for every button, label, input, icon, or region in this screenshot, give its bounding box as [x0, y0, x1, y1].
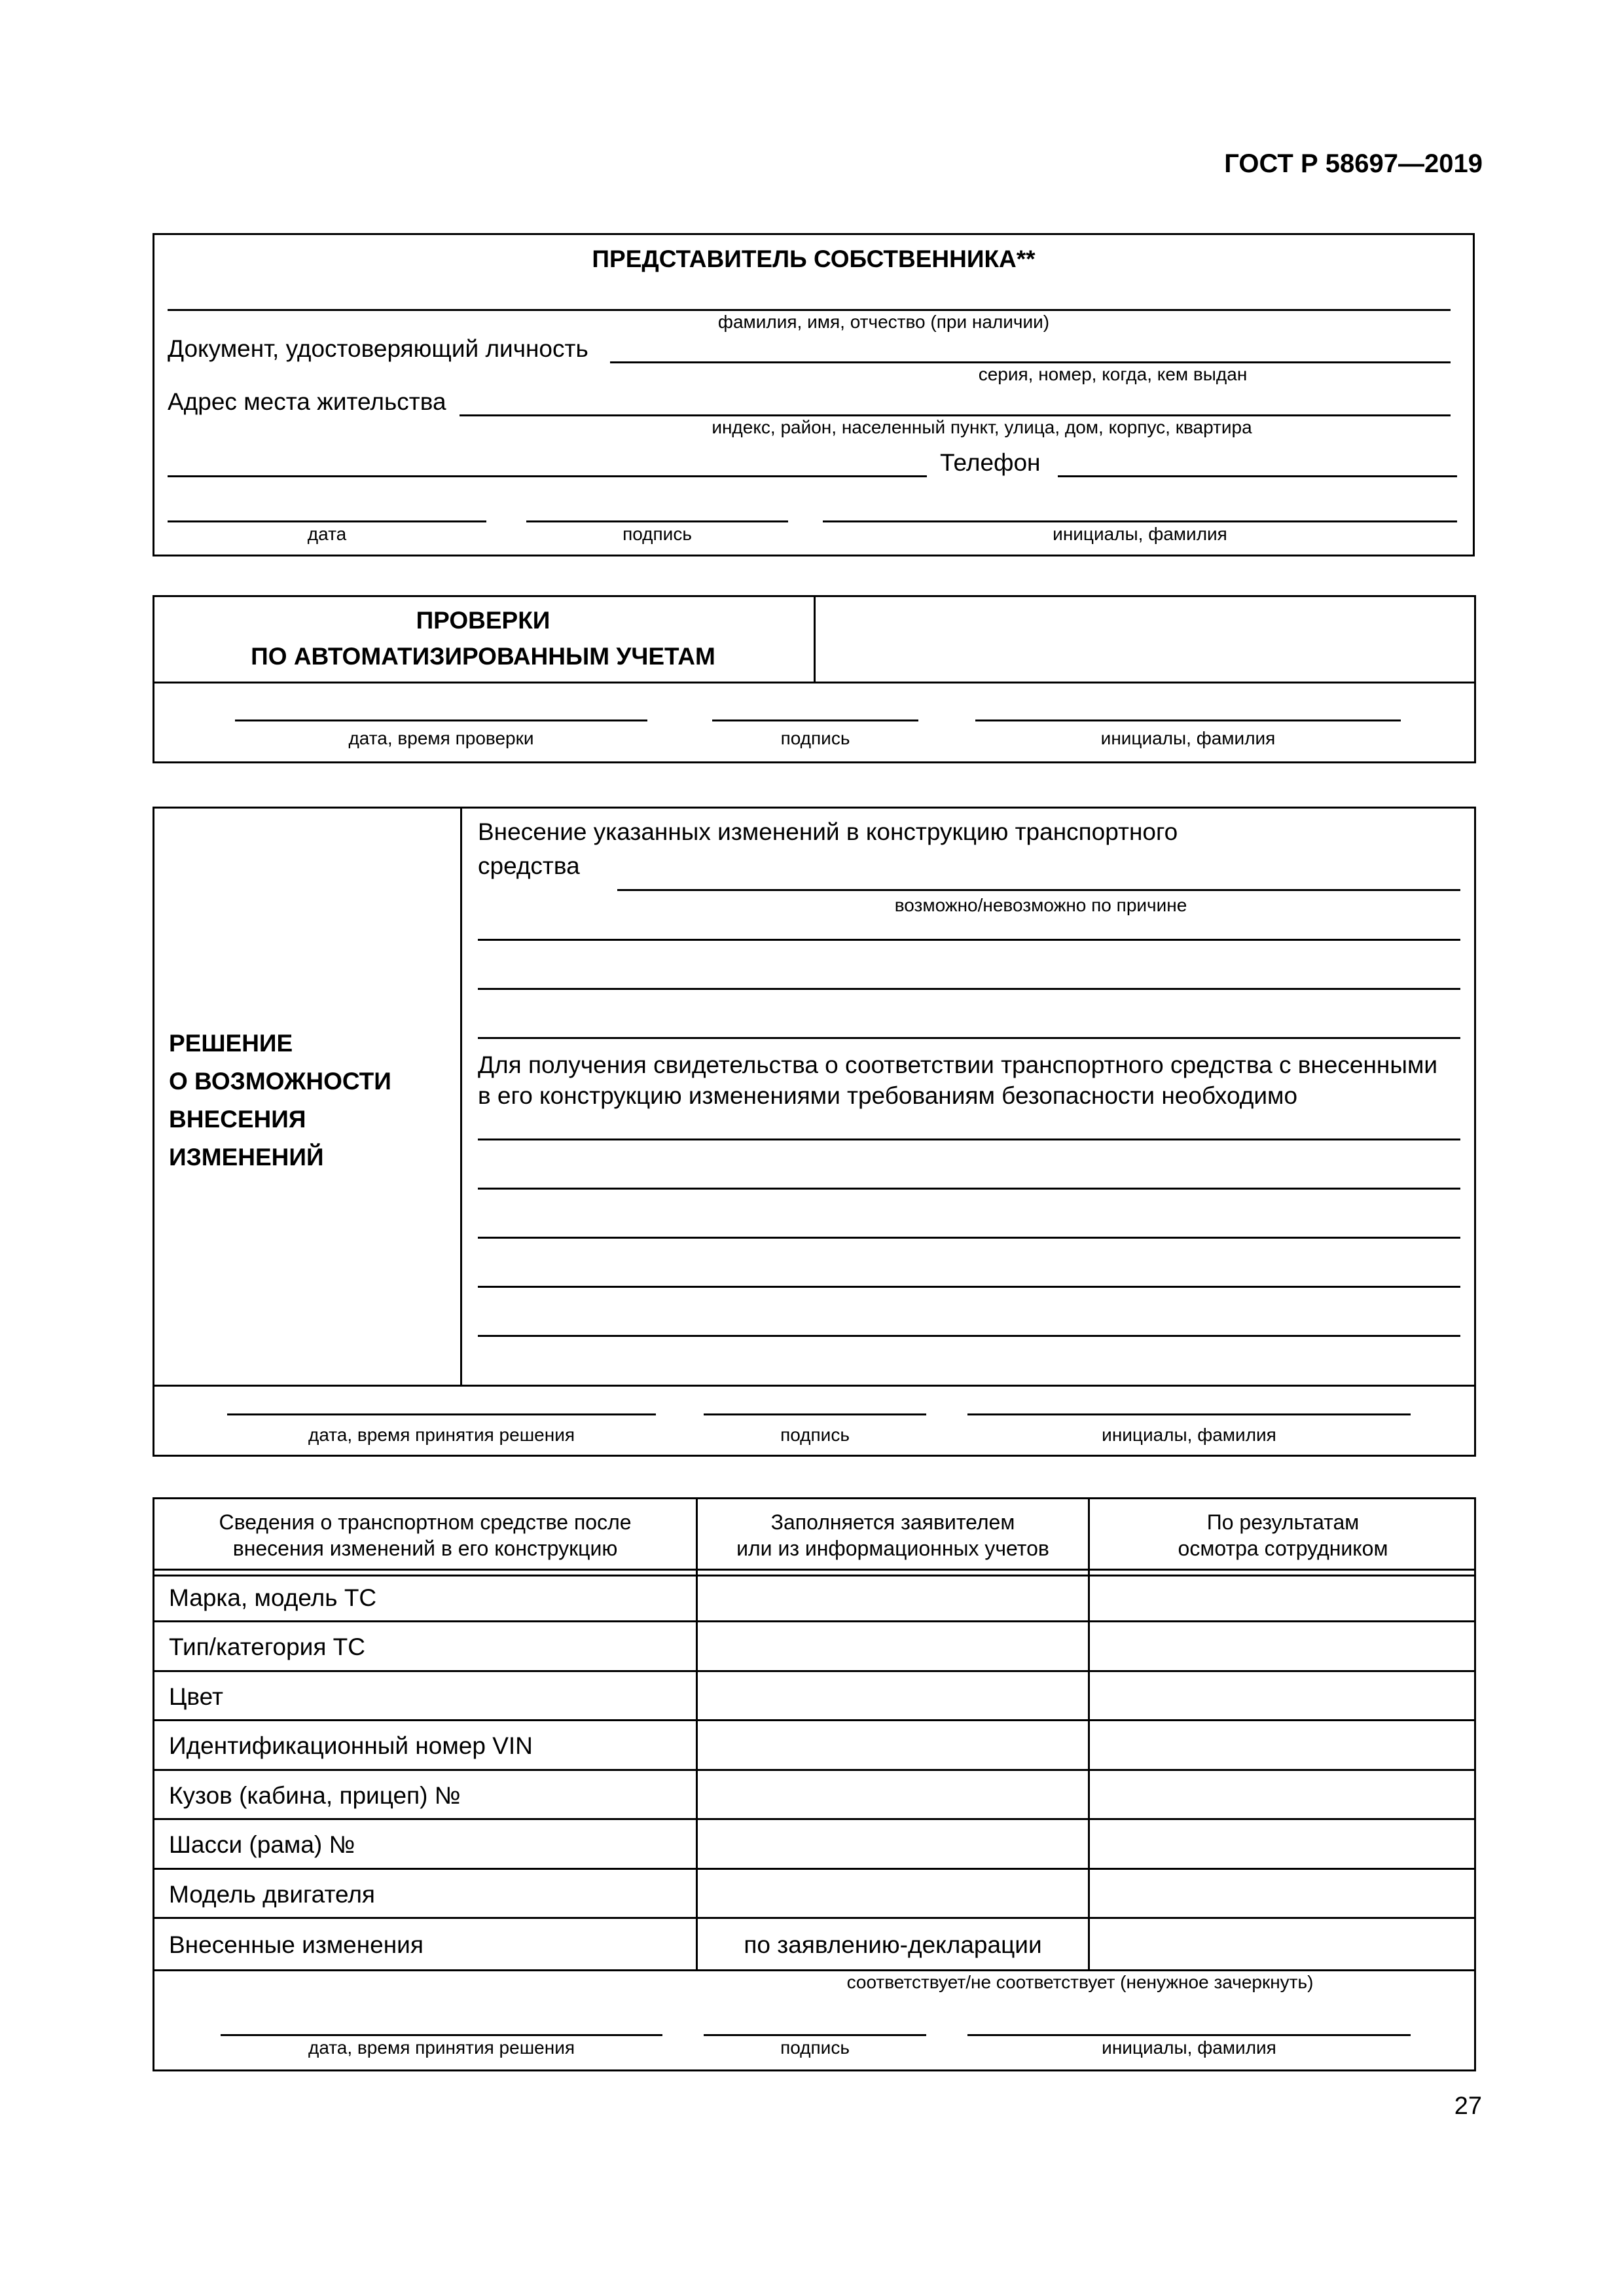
- table-row-rule: [153, 1769, 1476, 1771]
- applicant-cell: по заявлению-декларации: [744, 1931, 1042, 1958]
- requirements-write-line[interactable]: [478, 1188, 1460, 1190]
- decision-text1-line2: средства: [478, 852, 580, 879]
- decision-label-line: О ВОЗМОЖНОСТИ: [169, 1068, 391, 1095]
- representative-title: ПРЕДСТАВИТЕЛЬ СОБСТВЕННИКА**: [592, 246, 1036, 272]
- rep-signature-line[interactable]: [526, 520, 788, 522]
- decision-name-hint: инициалы, фамилия: [1102, 1425, 1276, 1445]
- decision-text1-line1: Внесение указанных изменений в конструкцию транспортного: [478, 818, 1178, 845]
- conformity-hint: соответствует/не соответствует (ненужное зачеркнуть): [846, 1972, 1314, 1992]
- table-row-label: Кузов (кабина, прицеп) №: [169, 1782, 461, 1809]
- table-row-label: Марка, модель ТС: [169, 1584, 377, 1611]
- checks-name-hint: инициалы, фамилия: [1100, 728, 1276, 748]
- decision-text2-line2: в его конструкцию изменениями требованиям безопасности необходимо: [478, 1082, 1298, 1109]
- rep-date-line[interactable]: [168, 520, 486, 522]
- decision-write-line[interactable]: [478, 1037, 1460, 1039]
- checks-name-line[interactable]: [975, 720, 1401, 721]
- decision-label-line: ИЗМЕНЕНИЙ: [169, 1144, 324, 1171]
- rep-name-line[interactable]: [823, 520, 1457, 522]
- rep-name-hint: инициалы, фамилия: [1053, 524, 1227, 544]
- decision-signature-hint: подпись: [780, 1425, 850, 1445]
- decision-text2-line1: Для получения свидетельства о соответствии транспортного средства с внесенными: [478, 1051, 1438, 1078]
- header-line: внесения изменений в его конструкцию: [232, 1537, 618, 1560]
- header-line: или из информационных учетов: [736, 1537, 1049, 1560]
- document-code: ГОСТ Р 58697—2019: [1224, 149, 1483, 178]
- decision-name-line[interactable]: [967, 1413, 1411, 1415]
- decision-text2: [478, 1049, 1466, 1111]
- table-name-line[interactable]: [967, 2034, 1411, 2036]
- checks-title-line1: ПРОВЕРКИ: [416, 607, 550, 634]
- extra-field-line[interactable]: [168, 475, 927, 477]
- address-label: Адрес места жительства: [168, 388, 446, 415]
- header-line: Заполняется заявителем: [770, 1510, 1015, 1534]
- checks-signature-hint: подпись: [780, 728, 850, 748]
- address-hint: индекс, район, населенный пункт, улица, дом, корпус, квартира: [712, 417, 1252, 437]
- header-line: По результатам: [1206, 1510, 1360, 1534]
- checks-signature-line[interactable]: [712, 720, 918, 721]
- id-document-hint: серия, номер, когда, кем выдан: [978, 364, 1248, 384]
- decision-label-line: ВНЕСЕНИЯ: [169, 1106, 306, 1133]
- table-row-label: Модель двигателя: [169, 1881, 375, 1908]
- decision-body-bottom: [153, 1385, 1476, 1387]
- requirements-write-line[interactable]: [478, 1139, 1460, 1140]
- table-header-rule: [153, 1575, 1476, 1576]
- table-row-rule: [153, 1818, 1476, 1820]
- table-header-inspector: [1090, 1509, 1476, 1561]
- decision-write-line[interactable]: [478, 939, 1460, 941]
- name-field-line[interactable]: [168, 309, 1451, 311]
- table-name-hint: инициалы, фамилия: [1102, 2037, 1276, 2058]
- requirements-write-line[interactable]: [478, 1286, 1460, 1288]
- table-header-rule: [153, 1569, 1476, 1571]
- decision-divider: [460, 807, 462, 1386]
- decision-signature-line[interactable]: [704, 1413, 926, 1415]
- table-row-label: Шасси (рама) №: [169, 1831, 355, 1858]
- table-signature-line[interactable]: [704, 2034, 926, 2036]
- decision-write-line[interactable]: [478, 988, 1460, 990]
- requirements-write-line[interactable]: [478, 1237, 1460, 1239]
- requirements-write-line[interactable]: [478, 1335, 1460, 1337]
- table-row-label: Внесенные изменения: [169, 1931, 424, 1958]
- id-document-field-line[interactable]: [610, 361, 1451, 363]
- phone-label: Телефон: [940, 449, 1041, 476]
- table-row-rule: [153, 1868, 1476, 1870]
- decision-reason-line[interactable]: [617, 889, 1460, 891]
- table-row-rule: [153, 1969, 1476, 1971]
- name-field-hint: фамилия, имя, отчество (при наличии): [717, 312, 1050, 332]
- checks-date-hint: дата, время проверки: [348, 728, 534, 748]
- table-signature-hint: подпись: [780, 2037, 850, 2058]
- page-number: 27: [1454, 2092, 1482, 2120]
- table-row-label: Цвет: [169, 1683, 223, 1710]
- table-date-hint: дата, время принятия решения: [308, 2037, 575, 2058]
- table-row-rule: [153, 1620, 1476, 1622]
- header-line: осмотра сотрудником: [1178, 1537, 1388, 1560]
- address-field-line[interactable]: [460, 414, 1451, 416]
- table-row-label: Идентификационный номер VIN: [169, 1732, 533, 1759]
- table-row-rule: [153, 1670, 1476, 1672]
- phone-field-line[interactable]: [1058, 475, 1457, 477]
- table-row-rule: [153, 1719, 1476, 1721]
- decision-label: [169, 1025, 450, 1176]
- table-row-label: Тип/категория ТС: [169, 1633, 365, 1660]
- table-date-line[interactable]: [221, 2034, 662, 2036]
- checks-date-line[interactable]: [235, 720, 647, 721]
- decision-label-line: РЕШЕНИЕ: [169, 1030, 293, 1057]
- table-row-rule: [153, 1917, 1476, 1919]
- id-document-label: Документ, удостоверяющий личность: [168, 335, 588, 362]
- rep-date-hint: дата: [307, 524, 347, 544]
- table-header-vehicle-info: [154, 1509, 696, 1561]
- checks-header-bottom: [153, 682, 1476, 683]
- decision-reason-hint: возможно/невозможно по причине: [894, 895, 1187, 915]
- rep-signature-hint: подпись: [623, 524, 692, 544]
- decision-date-line[interactable]: [227, 1413, 656, 1415]
- checks-divider: [814, 595, 816, 683]
- header-line: Сведения о транспортном средстве после: [219, 1510, 632, 1534]
- checks-title-line2: ПО АВТОМАТИЗИРОВАННЫМ УЧЕТАМ: [251, 643, 715, 670]
- table-header-applicant: [698, 1509, 1088, 1561]
- decision-date-hint: дата, время принятия решения: [308, 1425, 575, 1445]
